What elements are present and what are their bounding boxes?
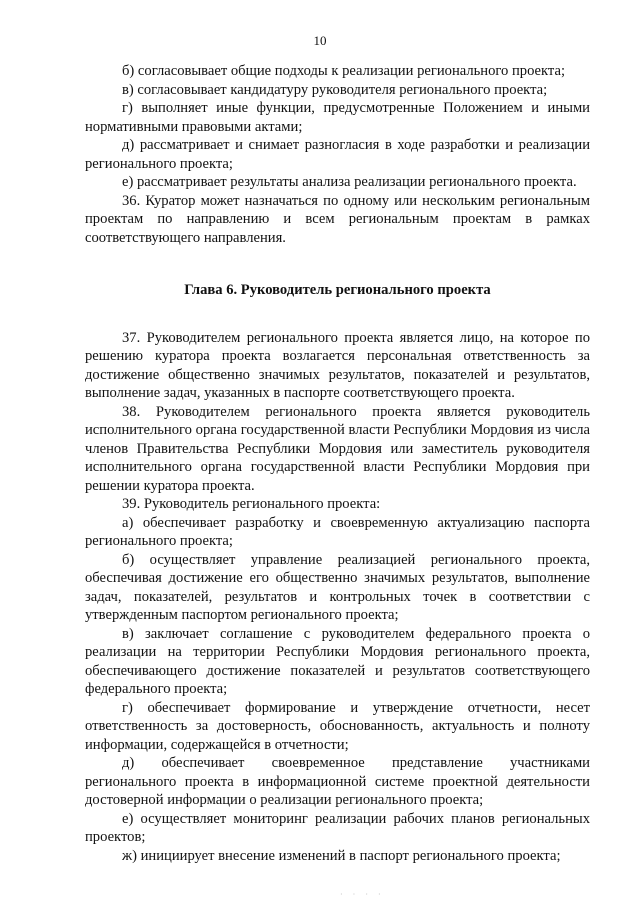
- paragraph-g-other-functions: г) выполняет иные функции, предусмотренные Положением и иными нормативными правовыми актами;: [85, 100, 590, 135]
- paragraph-39-a: а) обеспечивает разработку и своевременную актуализацию паспорта регионального проекта;: [85, 514, 590, 549]
- paragraph-39: 39. Руководитель регионального проекта:: [122, 496, 381, 512]
- document-body: [85, 62, 590, 865]
- paragraph-v-approves-candidate: в) согласовывает кандидатуру руководителя регионального проекта;: [122, 81, 548, 98]
- paragraph-39-zh: ж) инициирует внесение изменений в паспорт регионального проекта;: [122, 847, 561, 864]
- paragraph-b-approves-approaches: б) согласовывает общие подходы к реализации регионального проекта;: [122, 63, 566, 79]
- scan-artifact-marks: · · · ·: [340, 890, 385, 899]
- chapter-title: Глава 6. Руководитель регионального проекта: [184, 282, 491, 298]
- paragraph-39-g: г) обеспечивает формирование и утверждение отчетности, несет ответственность за достоверность, обоснованность, актуальность и полноту информации, содержащейся в отчетности;: [85, 699, 590, 753]
- paragraph-39-e: е) осуществляет мониторинг реализации рабочих планов региональных проектов;: [85, 810, 590, 845]
- paragraph-38: 38. Руководителем регионального проекта является руководитель исполнительного органа государственной власти Республики Мордовия из числа членов Правительства Республики Мордовия или заместитель руководителя исполнительного органа государственной власти Республики Мордовия при решении куратора проекта.: [85, 403, 590, 494]
- chapter-body: [85, 329, 590, 866]
- paragraph-d-resolves-disagreements: д) рассматривает и снимает разногласия в ходе разработки и реализации регионального проекта;: [85, 137, 590, 172]
- paragraph-39-b: б) осуществляет управление реализацией регионального проекта, обеспечивая достижение его общественно значимых результатов, выполнение задач, показателей, результатов и контрольных точек в соответствии с утвержденным паспортом регионального проекта;: [85, 551, 590, 623]
- paragraph-39-d: д) обеспечивает своевременное представление участниками регионального проекта в информационной системе проектной деятельности достоверной информации о реализации регионального проекта;: [85, 755, 590, 808]
- paragraph-36-curator: 36. Куратор может назначаться по одному или нескольким региональным проектам по направлению и всем региональным проектам в рамках соответствующего направления.: [85, 192, 590, 246]
- section-top: [85, 62, 590, 247]
- page-number: 10: [313, 33, 327, 48]
- paragraph-37: 37. Руководителем регионального проекта является лицо, на которое по решению куратора проекта возлагается персональная ответственность за достижение общественно значимых результатов, показателей и результатов, выполнение задач, указанных в паспорте соответствующего проекта.: [85, 329, 590, 401]
- paragraph-e-reviews-results: е) рассматривает результаты анализа реализации регионального проекта.: [122, 174, 577, 190]
- paragraph-39-v: в) заключает соглашение с руководителем федерального проекта о реализации на территории Республики Мордовия регионального проекта, обеспечивающего достижение показателей и результатов соответствующего федерального проекта;: [85, 625, 590, 697]
